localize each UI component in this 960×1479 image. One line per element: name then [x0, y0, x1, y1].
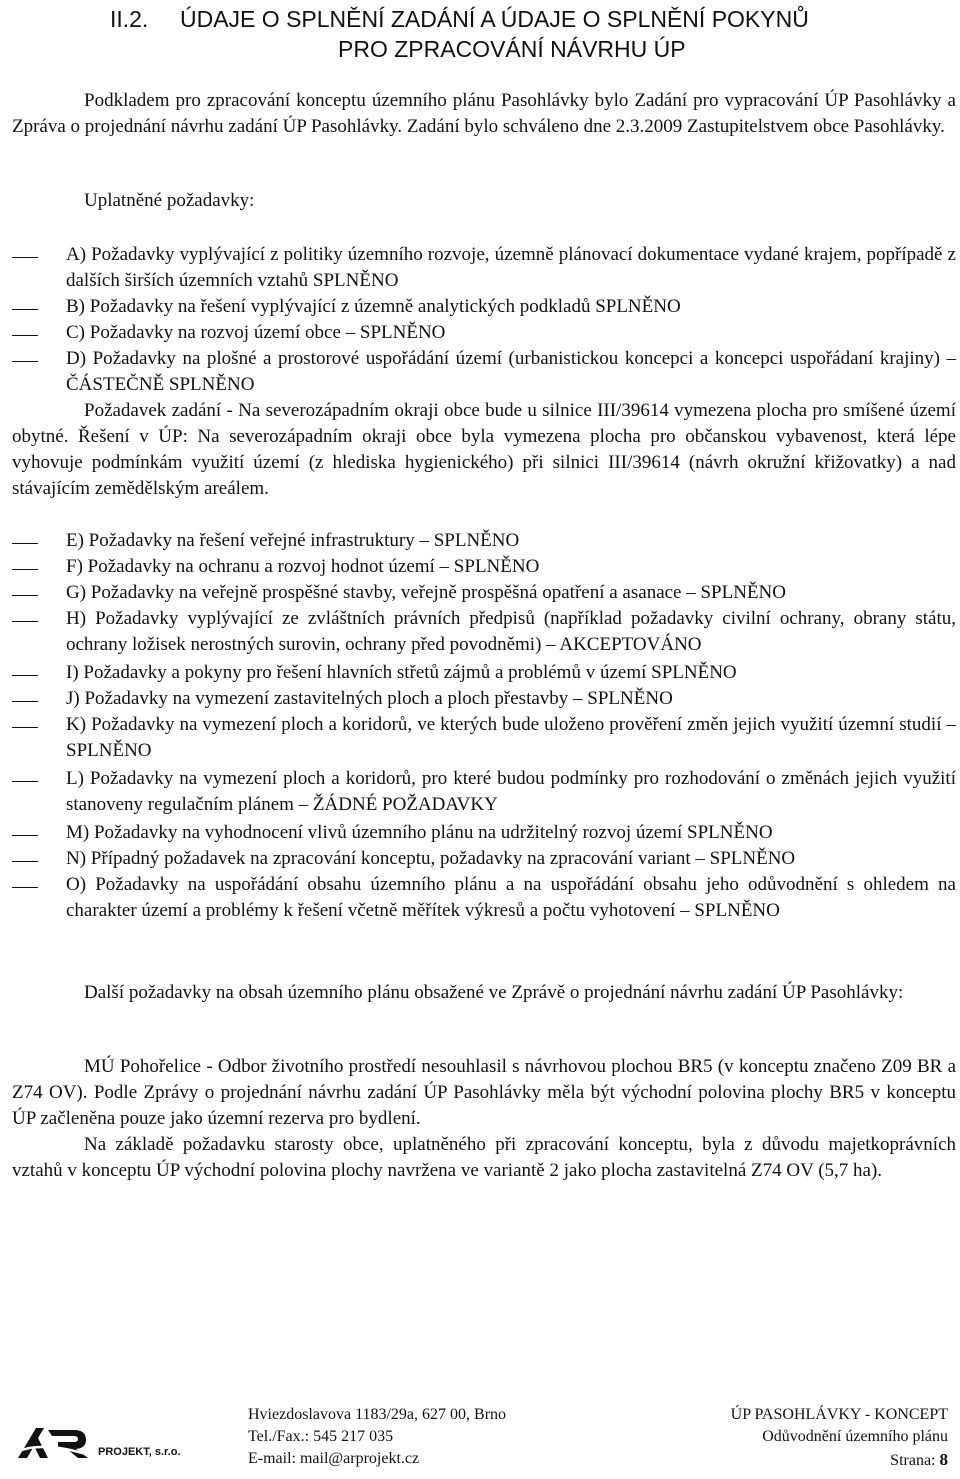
page-number: 8	[939, 1450, 948, 1469]
dash-bullet	[12, 361, 38, 362]
dash-bullet	[12, 727, 38, 728]
dash-bullet	[12, 257, 38, 258]
requirement-item-h: H) Požadavky vyplývající ze zvláštních právních předpisů (například požadavky civilní ochrany, obrany státu, ochrany ložisek nerostných surovin, ochrany před povodněmi) – AKCEPTOVÁNO	[66, 608, 956, 655]
requirement-item-e: E) Požadavky na řešení veřejné infrastruktury – SPLNĚNO	[66, 530, 520, 551]
mayor-request-paragraph: Na základě požadavku starosty obce, uplatněného při zpracování konceptu, byla z důvodu majetkoprávních vztahů v konceptu ÚP východní polovina plochy navržena ve variantě 2 jako plocha zastavitelná Z74 OV (5,7 ha).	[12, 1134, 956, 1181]
requirement-item-o: O) Požadavky na uspořádání obsahu územního plánu a na uspořádání obsahu jeho odůvodnění s ohledem na charakter území a problémy k řešení včetně měřítek výkresů a počtu vyhotovení – SPLNĚNO	[66, 874, 956, 921]
requirement-item-c: C) Požadavky na rozvoj území obce – SPLNĚNO	[66, 322, 446, 343]
company-name: PROJEKT, s.r.o.	[98, 1446, 181, 1458]
dash-bullet	[12, 309, 38, 310]
requirement-item-d: D) Požadavky na plošné a prostorové uspořádání území (urbanistickou koncepci a koncepci uspořádaní krajiny) – ČÁSTEČNĚ SPLNĚNO	[66, 348, 956, 395]
section-title-line-2: PRO ZPRACOVÁNÍ NÁVRHU ÚP	[338, 36, 686, 62]
requirement-item-g: G) Požadavky na veřejně prospěšné stavby, veřejně prospěšná opatření a asanace – SPLNĚNO	[66, 582, 786, 603]
footer-address: Hviezdoslavova 1183/29a, 627 00, Brno	[248, 1406, 507, 1423]
requirement-item-n: N) Případný požadavek na zpracování konceptu, požadavky na zpracování variant – SPLNĚNO	[66, 848, 796, 869]
footer-document-subtitle: Odůvodnění územního plánu	[762, 1428, 948, 1445]
dash-bullet	[12, 701, 38, 702]
footer-phone: Tel./Fax.: 545 217 035	[248, 1428, 394, 1445]
dash-bullet	[12, 675, 38, 676]
requirement-item-i: I) Požadavky a pokyny pro řešení hlavních střetů zájmů a problémů v území SPLNĚNO	[66, 662, 737, 683]
footer-email: E-mail: mail@arprojekt.cz	[248, 1450, 420, 1467]
requirement-item-k: K) Požadavky na vymezení ploch a koridorů, ve kterých bude uloženo prověření změn jejich využití územní studií – SPLNĚNO	[66, 714, 956, 761]
dash-bullet	[12, 543, 38, 544]
mu-pohorelice-paragraph: MÚ Pohořelice - Odbor životního prostředí nesouhlasil s návrhovou plochou BR5 (v konceptu značeno Z09 BR a Z74 OV). Podle Zprávy o projednání návrhu zadání ÚP Pasohlávky měla být východní polovina plochy BR5 v konceptu ÚP začleněna pouze jako územní rezerva pro bydlení.	[12, 1056, 956, 1129]
requirement-item-m: M) Požadavky na vyhodnocení vlivů územního plánu na udržitelný rozvoj území SPLNĚNO	[66, 822, 773, 843]
requirement-note-paragraph: Požadavek zadání - Na severozápadním okraji obce bude u silnice III/39614 vymezena plocha pro smíšené území obytné. Řešení v ÚP: Na severozápadním okraji obce byla vymezena plocha pro občanskou vybavenost, která lépe vyhovuje podmínkám využití území (z hlediska hygienického) při silnici III/39614 (návrh okružní křižovatky) a nad stávajícím zemědělským areálem.	[12, 400, 956, 499]
dash-bullet	[12, 621, 38, 622]
footer-page-indicator	[890, 1449, 948, 1472]
requirement-item-l: L) Požadavky na vymezení ploch a koridorů, pro které budou podmínky pro rozhodování o změnách jejich využití stanoveny regulačním plánem – ŽÁDNÉ POŽADAVKY	[66, 768, 956, 815]
requirement-item-a: A) Požadavky vyplývající z politiky územního rozvoje, územně plánovací dokumentace vydané krajem, popřípadě z dalších širších územních vztahů SPLNĚNO	[66, 244, 956, 291]
section-title-line-1: ÚDAJE O SPLNĚNÍ ZADÁNÍ A ÚDAJE O SPLNĚNÍ POKYNŮ	[180, 6, 809, 32]
dash-bullet	[12, 569, 38, 570]
dash-bullet	[12, 335, 38, 336]
section-number: II.2.	[110, 6, 149, 32]
page-label: Strana:	[890, 1452, 936, 1469]
requirement-item-f: F) Požadavky na ochranu a rozvoj hodnot území – SPLNĚNO	[66, 556, 540, 577]
further-requirements-paragraph: Další požadavky na obsah územního plánu obsažené ve Zprávě o projednání návrhu zadání ÚP Pasohlávky:	[84, 982, 904, 1003]
requirement-item-j: J) Požadavky na vymezení zastavitelných ploch a ploch přestavby – SPLNĚNO	[66, 688, 673, 709]
requirements-label: Uplatněné požadavky:	[84, 190, 255, 211]
requirement-item-b: B) Požadavky na řešení vyplývající z územně analytických podkladů SPLNĚNO	[66, 296, 681, 317]
footer-document-title: ÚP PASOHLÁVKY - KONCEPT	[730, 1406, 948, 1423]
intro-paragraph: Podkladem pro zpracování konceptu územního plánu Pasohlávky bylo Zadání pro vypracování ÚP Pasohlávky a Zpráva o projednání návrhu zadání ÚP Pasohlávky. Zadání bylo schváleno dne 2.3.2009 Zastupitelstvem obce Pasohlávky.	[12, 90, 956, 137]
dash-bullet	[12, 595, 38, 596]
dash-bullet	[12, 887, 38, 888]
ar-projekt-logo	[14, 1422, 94, 1468]
dash-bullet	[12, 781, 38, 782]
dash-bullet	[12, 835, 38, 836]
dash-bullet	[12, 861, 38, 862]
page-footer	[0, 1400, 960, 1479]
